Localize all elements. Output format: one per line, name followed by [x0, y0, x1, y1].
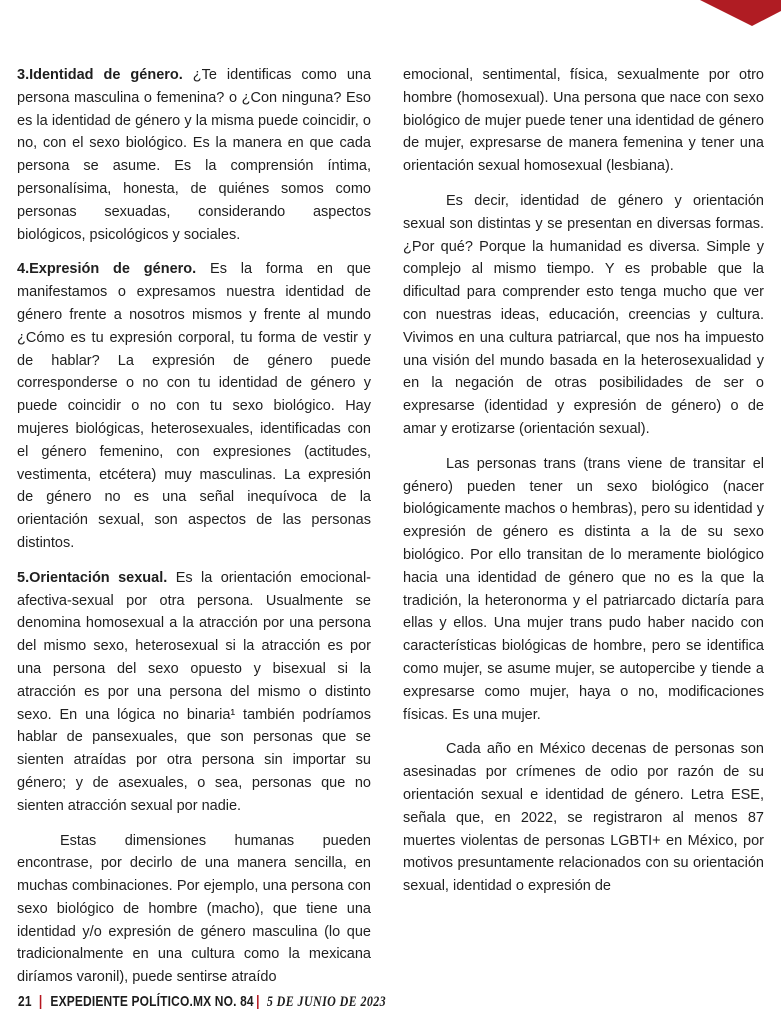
paragraph-crimenes-de-odio [403, 738, 764, 898]
paragraph-text: Las personas trans (trans viene de transitar el género) pueden tener un sexo biológico (nacer biológicamente machos o hembras), pero su identidad y expresión de género es distinta a la de su sexo biológico. Por ello transitan de lo meramente biológico hacia una identidad de género que no es la que la tradición, la heteronorma y el patriarcado dictaría para ellas y ellos. Una mujer trans pudo haber nacido con características biológicas de hombre, pero se identifica como mujer, se asume mujer, se autopercibe y tiende a expresarse como mujer, haya o no, modificaciones físicas. Es una mujer. [403, 455, 764, 723]
paragraph-text: Cada año en México decenas de personas son asesinadas por crímenes de odio por razón de su orientación sexual e identidad de género. Letra ESE, señala que, en 2022, se registraron al menos 87 muertes violentas de personas LGBTI+ en México, por motivos presuntamente relacionados con su orientación sexual, identidad o expresión de [403, 741, 764, 895]
page-footer [18, 993, 386, 1011]
paragraph-text: Es la forma en que manifestamos o expresamos nuestra identidad de género frente a nosotros mismos y frente al mundo ¿Cómo es tu expresión corporal, tu forma de vestir y de hablar? La expresión de género puede corresponderse o no con tu identidad de género y puede coincidir o no con tu sexo biológico. Hay mujeres biológicas, heterosexuales, identificadas con el género femenino, con expresiones (actitudes, vestimenta, etcétera) muy masculinas. La expresión de género no es una señal inequívoca de la orientación sexual, son aspectos de las personas distintos. [17, 261, 371, 551]
issue-date: 5 DE JUNIO DE 2023 [266, 994, 387, 1010]
paragraph-orientacion-sexual [17, 567, 371, 818]
paragraph-text: Estas dimensiones humanas pueden encontrase, por decirlo de una manera sencilla, en muchas combinaciones. Por ejemplo, una persona con sexo biológico de hombre (macho), que tiene una identidad y/o expresión de género masculina (lo que tradicionalmente en una cultura como la mexicana diríamos varonil), puede sentirse atraído [17, 832, 371, 986]
footer-separator: | [38, 993, 43, 1010]
paragraph-text: Es decir, identidad de género y orientación sexual son distintas y se presentan en diversas formas. ¿Por qué? Porque la humanidad es diversa. Simple y complejo al mismo tiempo. Y es probable que la dificultad para comprender esto tenga mucho que ver con nuestras ideas, educación, creencias y cultura. Vivimos en una cultura patriarcal, que nos ha impuesto una visión del mundo basada en la heterosexualidad y en la negación de otras posibilidades de ser o expresarse (identidad y expresión de género) o de amar y erotizarse (orientación sexual). [403, 192, 764, 437]
corner-diamond-decoration [700, 0, 781, 28]
left-column [17, 64, 371, 1001]
paragraph-personas-trans [403, 453, 764, 727]
paragraph-es-decir [403, 190, 764, 441]
right-column [403, 64, 764, 1001]
paragraph-expresion-de-genero [17, 258, 371, 554]
publication-name: EXPEDIENTE POLÍTICO.MX NO. 84 [50, 993, 254, 1010]
footer-separator: | [256, 993, 260, 1010]
paragraph-text: emocional, sentimental, física, sexualmente por otro hombre (homosexual). Una persona que nace con sexo biológico de mujer puede tener una identidad de género de mujer, expresarse de manera femenina y tener una orientación sexual homosexual (lesbiana). [403, 67, 764, 175]
paragraph-lead: 4.Expresión de género. [17, 261, 197, 278]
paragraph-continuation [403, 64, 764, 178]
page-number: 21 [18, 993, 32, 1010]
paragraph-lead: 3.Identidad de género. [17, 67, 183, 83]
article-body [17, 64, 764, 1001]
paragraph-identidad-de-genero [17, 64, 371, 246]
paragraph-dimensiones [17, 830, 371, 990]
paragraph-text: ¿Te identificas como una persona masculina o femenina? o ¿Con ninguna? Eso es la identidad de género y la misma puede coincidir, o no, con el sexo biológico. Es la manera en que cada persona se asume. Es la comprensión íntima, personalísima, honesta, de quiénes somos como personas sexuadas, considerando aspectos biológicos, psicológicos y sociales. [17, 67, 372, 243]
paragraph-text: Es la orientación emocional-afectiva-sexual por otra persona. Usualmente se denomina homosexual a la atracción por una persona del mismo sexo, heterosexual si la atracción es por una persona del sexo opuesto y bisexual si la atracción es por una persona del mismo o distinto sexo. En una lógica no binaria¹ también podríamos hablar de pansexuales, que son personas que se sienten atraídas por otra persona sin importar su género; y de asexuales, o sea, personas que no sienten atracción sexual por nadie. [17, 569, 371, 814]
paragraph-lead: 5.Orientación sexual. [17, 569, 168, 586]
